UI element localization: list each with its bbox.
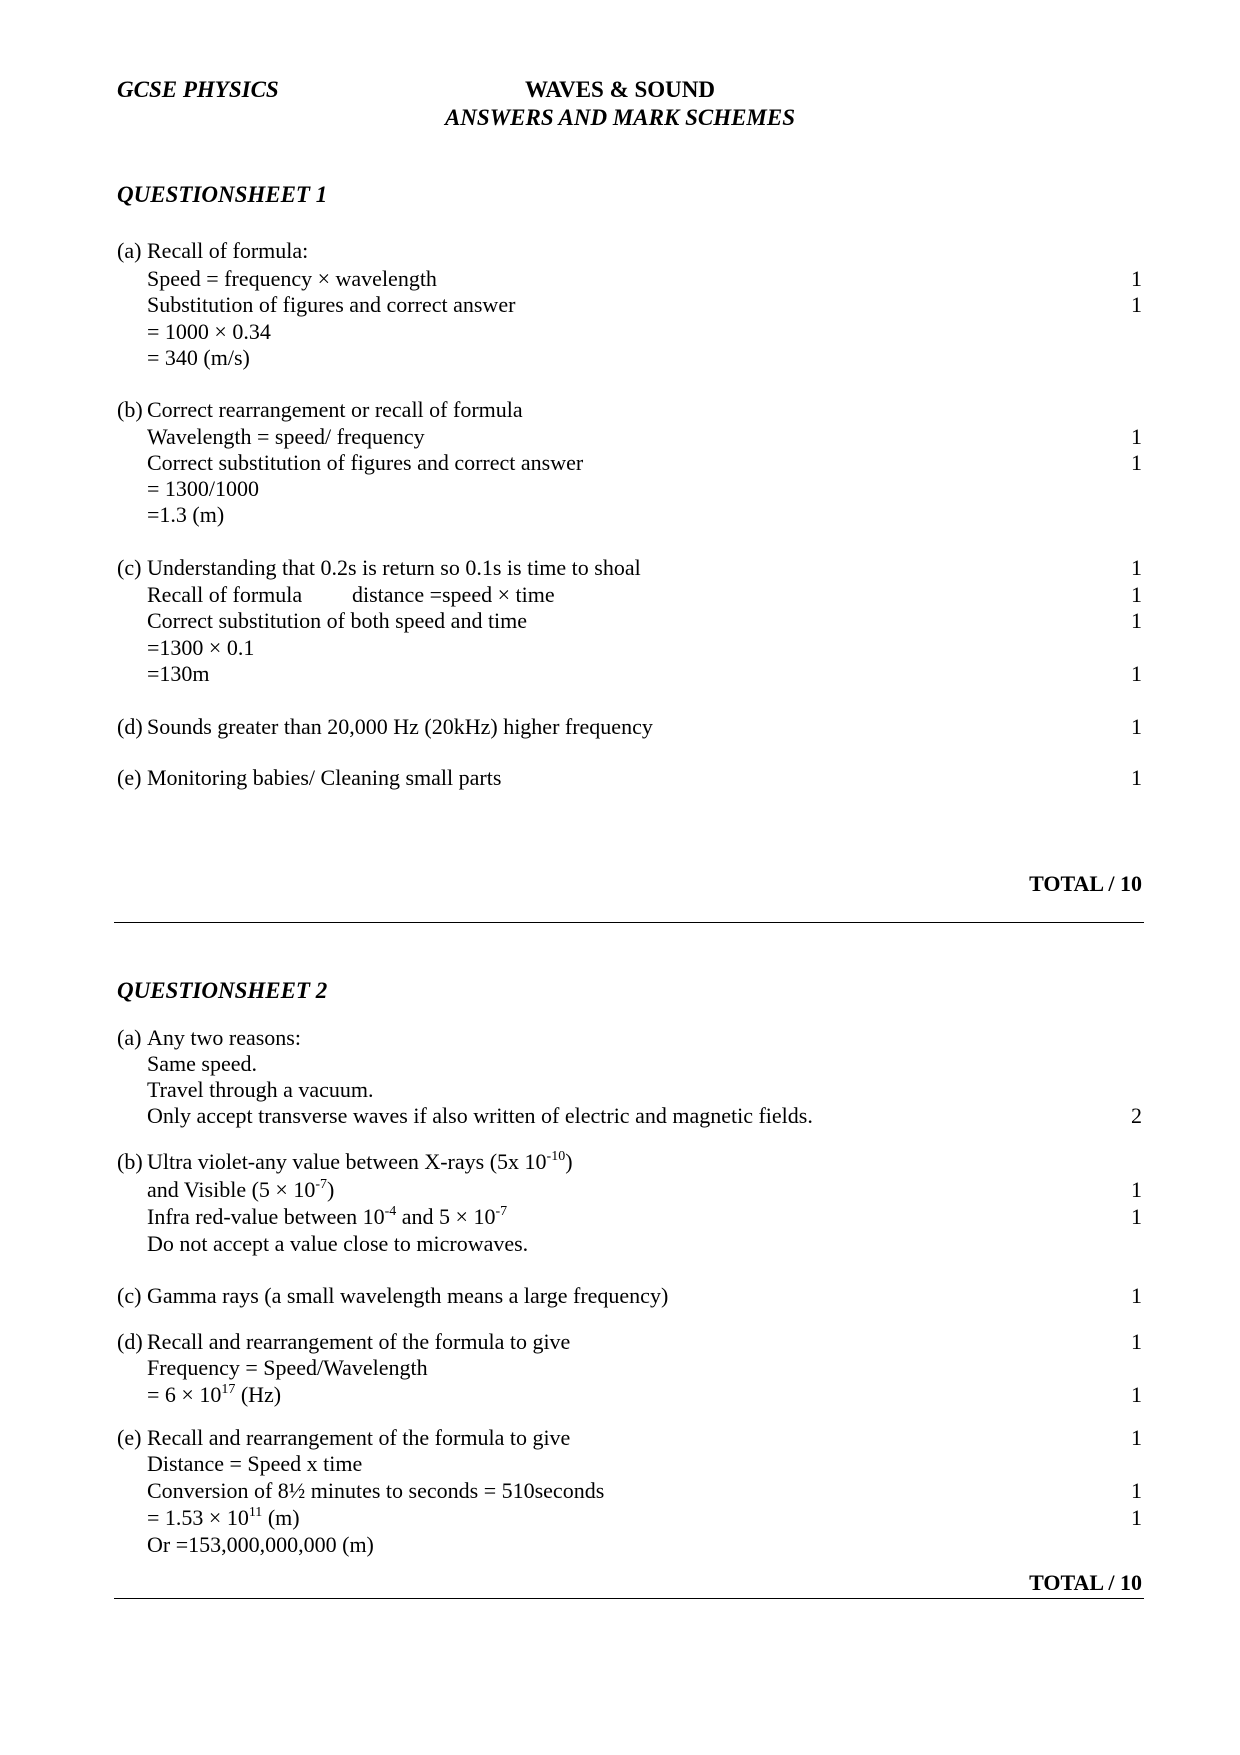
s1-e-label: (e) [117, 765, 142, 790]
s2-e-line2: Distance = Speed x time [147, 1451, 363, 1476]
document-subtitle: ANSWERS AND MARK SCHEMES [444, 105, 796, 130]
s2-e-line5: Or =153,000,000,000 (m) [147, 1532, 374, 1557]
s2-b-line1: Ultra violet-any value between X-rays (5x $10^{-10}$) [147, 1149, 573, 1174]
s1-a-line2-mark: 1 [1131, 266, 1142, 291]
s2-d-line1-mark: 1 [1131, 1329, 1142, 1354]
s1-c-line5-mark: 1 [1131, 661, 1142, 686]
s1-c-line2b: distance =speed × time [352, 582, 555, 607]
s1-a-label: (a) [117, 238, 142, 263]
s2-a-line4: Only accept transverse waves if also written of electric and magnetic fields. [147, 1103, 813, 1128]
s2-a-line4-mark: 2 [1131, 1103, 1142, 1128]
s1-e-line1: Monitoring babies/ Cleaning small parts [147, 765, 502, 790]
s1-b-line5: =1.3 (m) [147, 502, 225, 527]
s2-d-line3-mark: 1 [1131, 1382, 1142, 1407]
s1-c-line2a: Recall of formula [147, 582, 303, 607]
s1-a-line5: = 340 (m/s) [147, 345, 250, 370]
s2-c-line1-mark: 1 [1131, 1283, 1142, 1308]
s1-a-line3: Substitution of figures and correct answer [147, 292, 516, 317]
s1-d-line1: Sounds greater than 20,000 Hz (20kHz) higher frequency [147, 714, 653, 739]
sheet2-total: TOTAL / 10 [1029, 1570, 1142, 1595]
subject-heading: GCSE PHYSICS [117, 77, 279, 102]
s1-a-line4: = 1000 × 0.34 [147, 319, 271, 344]
s2-b-line2-exponent: -7 [315, 1177, 328, 1192]
s2-b-line4: Do not accept a value close to microwaves. [147, 1231, 529, 1256]
s1-c-line3-mark: 1 [1131, 608, 1142, 633]
s2-e-line4-exponent: 11 [248, 1505, 263, 1520]
s2-d-line2: Frequency = Speed/Wavelength [147, 1355, 428, 1380]
s2-b-label: (b) [117, 1149, 143, 1174]
s2-b-line1-exponent: -10 [546, 1149, 566, 1164]
s1-a-line3-mark: 1 [1131, 292, 1142, 317]
bottom-rule [114, 1598, 1144, 1599]
s2-a-line3: Travel through a vacuum. [147, 1077, 374, 1102]
s2-b-line3-exponent2: -7 [495, 1204, 508, 1219]
s2-e-line1: Recall and rearrangement of the formula to give [147, 1425, 571, 1450]
s1-d-line1-mark: 1 [1131, 714, 1142, 739]
s2-a-line2: Same speed. [147, 1051, 257, 1076]
s2-d-line3-exponent: 17 [221, 1382, 236, 1397]
s1-c-line4: =1300 × 0.1 [147, 635, 255, 660]
s2-d-line1: Recall and rearrangement of the formula to give [147, 1329, 571, 1354]
s2-e-line4: = $1.53 \times 10^{11}$ (m) [147, 1505, 300, 1530]
s1-b-line2: Wavelength = speed/ frequency [147, 424, 425, 449]
s1-b-line1: Correct rearrangement or recall of formula [147, 397, 523, 422]
s1-c-line1: Understanding that 0.2s is return so 0.1s is time to shoal [147, 555, 641, 580]
s1-a-line2: Speed = frequency × wavelength [147, 266, 437, 291]
s2-e-line4-mark: 1 [1131, 1505, 1142, 1530]
s1-e-line1-mark: 1 [1131, 765, 1142, 790]
s2-b-line3-mark: 1 [1131, 1204, 1142, 1229]
s2-c-label: (c) [117, 1283, 142, 1308]
section-divider [114, 922, 1144, 923]
s2-e-line3: Conversion of 8½ minutes to seconds = 510seconds [147, 1478, 605, 1503]
s1-c-line2-mark: 1 [1131, 582, 1142, 607]
s1-b-label: (b) [117, 397, 143, 422]
s2-e-line3-mark: 1 [1131, 1478, 1142, 1503]
s1-c-label: (c) [117, 555, 142, 580]
s1-b-line2-mark: 1 [1131, 424, 1142, 449]
s2-e-label: (e) [117, 1425, 142, 1450]
s2-d-line3: = $6 \times 10^{17}$ (Hz) [147, 1382, 282, 1407]
s2-b-line3-exponent1: -4 [384, 1204, 397, 1219]
s2-e-line1-mark: 1 [1131, 1425, 1142, 1450]
s1-b-line3-mark: 1 [1131, 450, 1142, 475]
sheet1-total: TOTAL / 10 [1029, 871, 1142, 896]
s2-b-line3: Infra red-value between $10^{-4}$ and $5 \times 10^{-7}$ [147, 1204, 508, 1229]
s2-b-line2-mark: 1 [1131, 1177, 1142, 1202]
s1-c-line5: =130m [147, 661, 210, 686]
document-title: WAVES & SOUND [524, 77, 715, 102]
s1-b-line3: Correct substitution of figures and correct answer [147, 450, 584, 475]
s2-a-line1: Any two reasons: [147, 1025, 301, 1050]
s2-d-label: (d) [117, 1329, 143, 1354]
sheet1-title: QUESTIONSHEET 1 [117, 182, 328, 207]
s1-d-label: (d) [117, 714, 143, 739]
s1-c-line1-mark: 1 [1131, 555, 1142, 580]
s1-c-line3: Correct substitution of both speed and time [147, 608, 528, 633]
s2-b-line2: and Visible $(5 \times 10^{-7})$ [147, 1177, 335, 1202]
s1-b-line4: = 1300/1000 [147, 476, 260, 501]
s1-a-line1: Recall of formula: [147, 238, 309, 263]
s2-a-label: (a) [117, 1025, 142, 1050]
s2-c-line1: Gamma rays (a small wavelength means a large frequency) [147, 1283, 669, 1308]
sheet2-title: QUESTIONSHEET 2 [117, 978, 328, 1003]
